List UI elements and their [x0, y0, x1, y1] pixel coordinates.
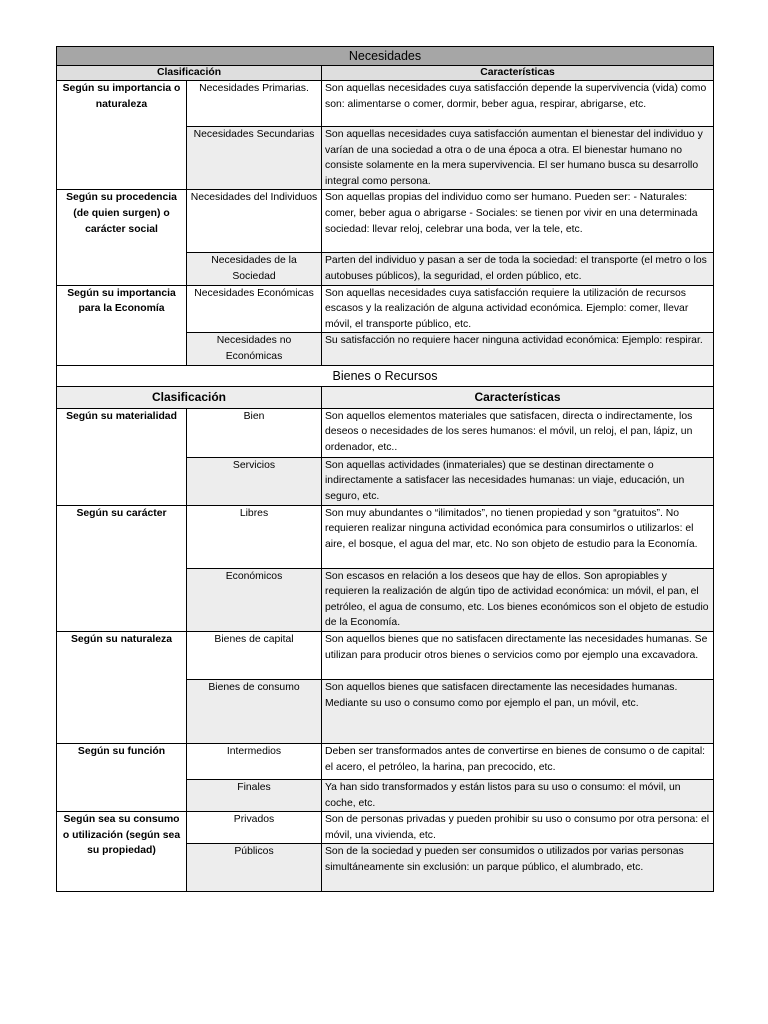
description-cell: Son de personas privadas y pueden prohibir su uso o consumo por otra persona: el móvil, una vivienda, etc. — [322, 812, 714, 844]
type-cell: Bienes de consumo — [187, 679, 322, 743]
group-label: Según su importancia o naturaleza — [57, 81, 187, 190]
group-label: Según su materialidad — [57, 408, 187, 505]
description-cell: Deben ser transformados antes de convertirse en bienes de consumo o de capital: el acero, el petróleo, la harina, pan precocido, etc. — [322, 743, 714, 779]
needs-header-row — [57, 66, 714, 81]
needs-row — [57, 81, 714, 127]
needs-row — [57, 285, 714, 333]
needs-row — [57, 190, 714, 253]
type-cell: Libres — [187, 505, 322, 568]
document-sheet — [56, 46, 713, 892]
description-cell: Son muy abundantes o “ilimitados”, no tienen propiedad y son “gratuitos”. No requieren realizar ninguna actividad económica para consumirlos o utilizarlos: el aire, el bosque, el agua del mar, etc. No son objeto de estudio para la Economía. — [322, 505, 714, 568]
description-cell: Parten del individuo y pasan a ser de toda la sociedad: el transporte (el metro o los autobuses públicos), la seguridad, el orden público, etc. — [322, 253, 714, 285]
type-cell: Servicios — [187, 457, 322, 505]
description-cell: Son de la sociedad y pueden ser consumidos o utilizados por varias personas simultáneamente sin exclusión: un parque público, el alumbrado, etc. — [322, 844, 714, 892]
goods-header-characteristics: Características — [322, 386, 714, 408]
description-cell: Son aquellos bienes que no satisfacen directamente las necesidades humanas. Se utilizan para producir otros bienes o servicios como por ejemplo una excavadora. — [322, 631, 714, 679]
group-label: Según su importancia para la Economía — [57, 285, 187, 365]
type-cell: Necesidades Secundarias — [187, 127, 322, 190]
description-cell: Son aquellos elementos materiales que satisfacen, directa o indirectamente, los deseos o necesidades de los seres humanos: el móvil, un reloj, el pan, lápiz, un ordenador, etc.. — [322, 408, 714, 457]
type-cell: Necesidades Económicas — [187, 285, 322, 333]
group-label: Según su procedencia (de quien surgen) o carácter social — [57, 190, 187, 285]
type-cell: Públicos — [187, 844, 322, 892]
type-cell: Privados — [187, 812, 322, 844]
group-label: Según su naturaleza — [57, 631, 187, 743]
type-cell: Económicos — [187, 568, 322, 631]
group-label: Según su función — [57, 743, 187, 811]
description-cell: Son aquellas necesidades cuya satisfacción aumentan el bienestar del individuo y varían de una sociedad a otra o de una época a otra. El bienestar humano no consiste solamente en la mera supervivencia. El ser humano busca su desarrollo integral como persona. — [322, 127, 714, 190]
description-cell: Son aquellos bienes que satisfacen directamente las necesidades humanas. Mediante su uso o consumo como por ejemplo el pan, un móvil, etc. — [322, 679, 714, 743]
description-cell: Su satisfacción no requiere hacer ninguna actividad económica: Ejemplo: respirar. — [322, 333, 714, 365]
description-cell: Son aquellas necesidades cuya satisfacción requiere la utilización de recursos escasos y la realización de alguna actividad económica. Ejemplo: comer, llevar móvil, el transporte público, etc. — [322, 285, 714, 333]
goods-header-row — [57, 386, 714, 408]
description-cell: Son aquellas necesidades cuya satisfacción depende la supervivencia (vida) como son: alimentarse o comer, dormir, beber agua, respirar, abrigarse, etc. — [322, 81, 714, 127]
type-cell: Finales — [187, 779, 322, 811]
goods-row — [57, 408, 714, 457]
needs-header-characteristics: Características — [322, 66, 714, 81]
group-label: Según sea su consumo o utilización (según sea su propiedad) — [57, 812, 187, 892]
description-cell: Son aquellas propias del individuo como ser humano. Pueden ser: - Naturales: comer, beber agua o abrigarse - Sociales: se tienen por vivir en una determinada sociedad: llevar reloj, celebrar una boda, ver la tele, etc. — [322, 190, 714, 253]
classification-table — [56, 46, 714, 892]
needs-title-row — [57, 47, 714, 66]
needs-title: Necesidades — [57, 47, 714, 66]
type-cell: Intermedios — [187, 743, 322, 779]
type-cell: Necesidades Primarias. — [187, 81, 322, 127]
goods-row — [57, 505, 714, 568]
type-cell: Necesidades de la Sociedad — [187, 253, 322, 285]
needs-header-classification: Clasificación — [57, 66, 322, 81]
description-cell: Son aquellas actividades (inmateriales) que se destinan directamente o indirectamente a satisfacer las necesidades humanas: un viaje, educación, un seguro, etc. — [322, 457, 714, 505]
type-cell: Bien — [187, 408, 322, 457]
goods-row — [57, 631, 714, 679]
goods-row — [57, 812, 714, 844]
type-cell: Necesidades no Económicas — [187, 333, 322, 365]
description-cell: Son escasos en relación a los deseos que hay de ellos. Son apropiables y requieren la realización de algún tipo de actividad económica: un móvil, el pan, el petróleo, el agua de consumo, etc. Los bienes económicos son el objeto de estudio de la Economía. — [322, 568, 714, 631]
goods-title: Bienes o Recursos — [57, 365, 714, 386]
goods-row — [57, 743, 714, 779]
description-cell: Ya han sido transformados y están listos para su uso o consumo: el móvil, un coche, etc. — [322, 779, 714, 811]
goods-header-classification: Clasificación — [57, 386, 322, 408]
type-cell: Bienes de capital — [187, 631, 322, 679]
group-label: Según su carácter — [57, 505, 187, 631]
type-cell: Necesidades del Individuos — [187, 190, 322, 253]
goods-title-row — [57, 365, 714, 386]
